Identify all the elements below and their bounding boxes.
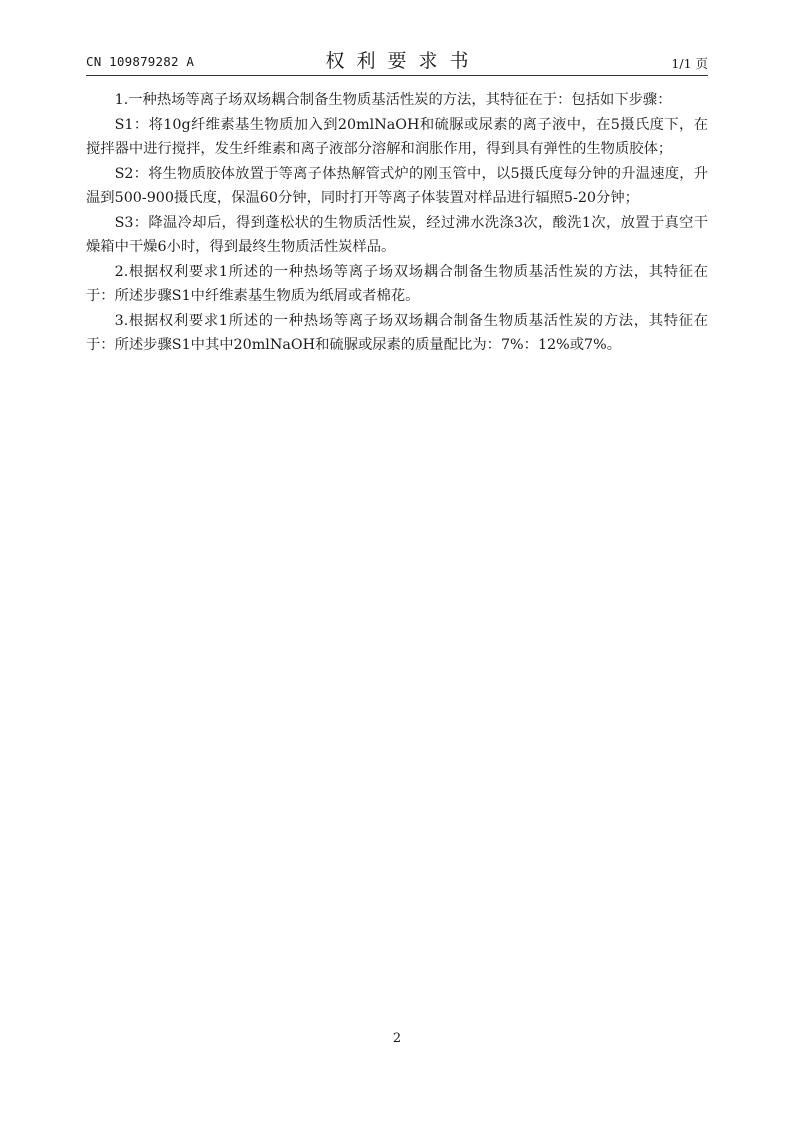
claim-3: 3.根据权利要求1所述的一种热场等离子场双场耦合制备生物质基活性炭的方法，其特征在于：所述步骤S1中其中20mlNaOH和硫脲或尿素的质量配比为：7%：12%或7%。 (86, 312, 708, 353)
document-title: 权利要求书 (325, 50, 481, 72)
claim-1-step-s1: S1：将10g纤维素基生物质加入到20mlNaOH和硫脲或尿素的离子液中，在5摄氏度下，在搅拌器中进行搅拌，发生纤维素和离子液部分溶解和润胀作用，得到具有弹性的生物质胶体； (86, 116, 708, 157)
claim-1-step-s2: S2：将生物质胶体放置于等离子体热解管式炉的刚玉管中，以5摄氏度每分钟的升温速度，升温到500-900摄氏度，保温60分钟，同时打开等离子体装置对样品进行辐照5-20分钟； (86, 165, 708, 206)
claim-1: 1.一种热场等离子场双场耦合制备生物质基活性炭的方法，其特征在于：包括如下步骤： (114, 92, 672, 108)
claim-2: 2.根据权利要求1所述的一种热场等离子场双场耦合制备生物质基活性炭的方法，其特征在于：所述步骤S1中纤维素基生物质为纸屑或者棉花。 (86, 263, 708, 304)
page-info: 1/1 页 (671, 56, 708, 71)
claims-body (86, 88, 708, 358)
page-header (86, 44, 708, 74)
publication-number: CN 109879282 A (86, 54, 195, 69)
header-divider (86, 75, 708, 76)
page-number: 2 (392, 1031, 402, 1046)
claim-1-step-s3: S3：降温冷却后，得到蓬松状的生物质活性炭，经过沸水洗涤3次，酸洗1次，放置于真空干燥箱中干燥6小时，得到最终生物质活性炭样品。 (86, 214, 708, 255)
